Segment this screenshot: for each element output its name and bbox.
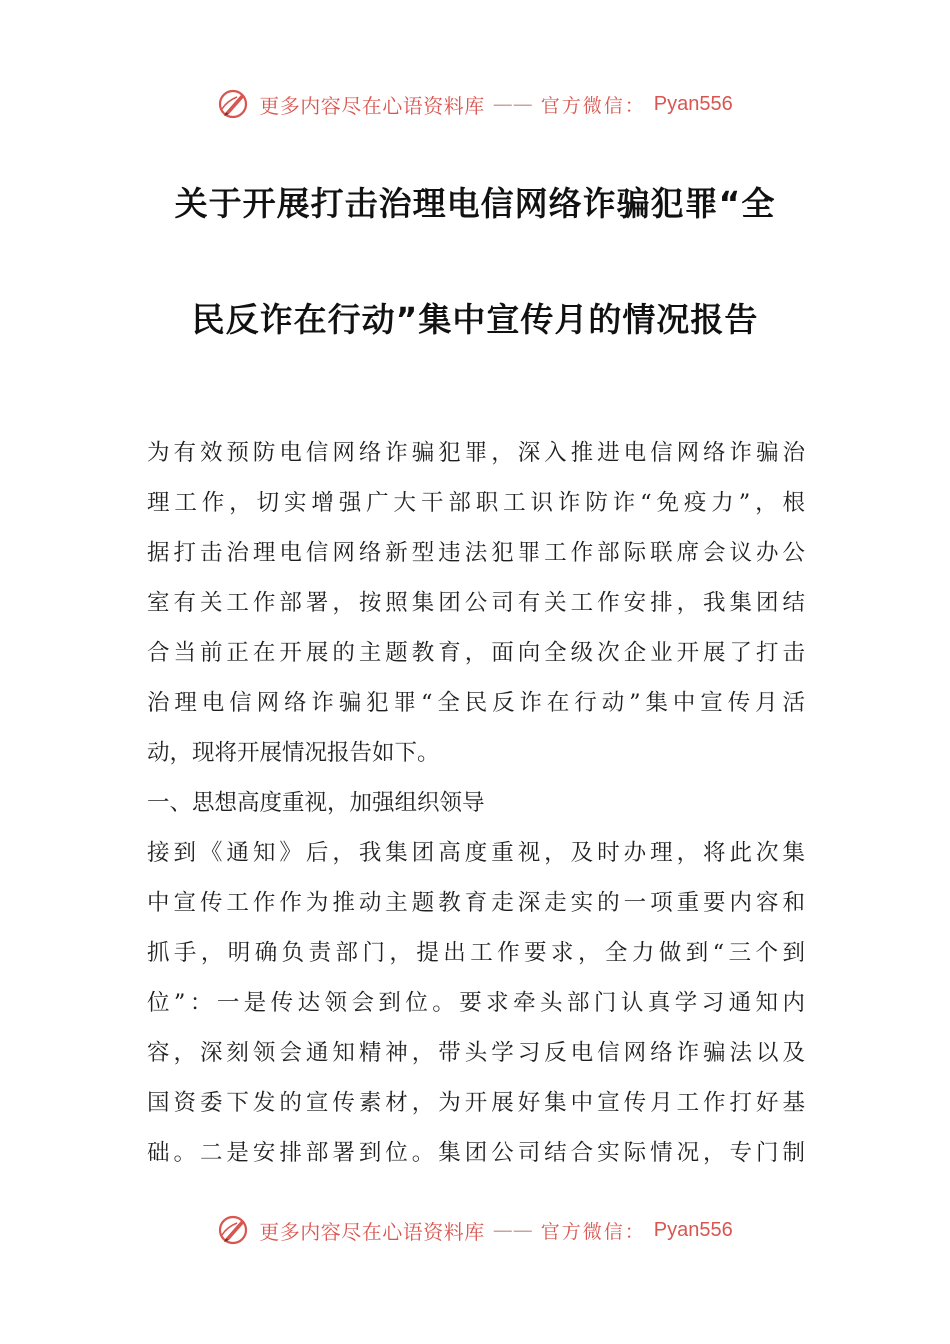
body-line: 室有关工作部署，按照集团公司有关工作安排，我集团结 (147, 590, 805, 616)
body-line: 接到《通知》后，我集团高度重视，及时办理，将此次集 (147, 840, 805, 866)
document-title-line-1: 关于开展打击治理电信网络诈骗犯罪“全 (174, 184, 776, 223)
banner-wechat-id: Pyan556 (653, 1218, 733, 1241)
body-line: 合当前正在开展的主题教育，面向全级次企业开展了打击 (147, 640, 805, 666)
body-line: 位”：一是传达领会到位。要求牵头部门认真学习通知内 (147, 990, 805, 1016)
banner-text: 更多内容尽在心语资料库 (259, 93, 485, 118)
body-line: 容，深刻领会通知精神，带头学习反电信网络诈骗法以及 (147, 1040, 805, 1066)
pen-logo-icon (217, 87, 251, 121)
header-banner (0, 84, 950, 124)
banner-dash: —— (492, 1218, 533, 1242)
body-line: 础。二是安排部署到位。集团公司结合实际情况，专门制 (147, 1140, 805, 1166)
banner-dash: —— (492, 92, 533, 116)
body-line: 动，现将开展情况报告如下。 (147, 740, 440, 766)
body-line: 治理电信网络诈骗犯罪“全民反诈在行动”集中宣传月活 (147, 690, 805, 716)
banner-wechat-label: 官方微信： (540, 1220, 646, 1243)
banner-text: 更多内容尽在心语资料库 (259, 1219, 485, 1244)
banner-wechat-id: Pyan556 (653, 92, 733, 115)
body-line: 为有效预防电信网络诈骗犯罪，深入推进电信网络诈骗治 (147, 440, 805, 466)
pen-logo-icon (217, 1213, 251, 1247)
body-line: 据打击治理电信网络新型违法犯罪工作部际联席会议办公 (147, 540, 805, 566)
body-line: 抓手，明确负责部门，提出工作要求，全力做到“三个到 (147, 940, 805, 966)
section-heading: 一、思想高度重视，加强组织领导 (147, 790, 485, 816)
document-body (147, 428, 805, 1178)
document-title-line-2: 民反诈在行动”集中宣传月的情况报告 (191, 300, 759, 339)
body-line: 国资委下发的宣传素材，为开展好集中宣传月工作打好基 (147, 1090, 805, 1116)
body-line: 中宣传工作作为推动主题教育走深走实的一项重要内容和 (147, 890, 805, 916)
body-line: 理工作，切实增强广大干部职工识诈防诈“免疫力”，根 (147, 490, 805, 516)
footer-banner (0, 1210, 950, 1250)
banner-wechat-label: 官方微信： (540, 94, 646, 117)
